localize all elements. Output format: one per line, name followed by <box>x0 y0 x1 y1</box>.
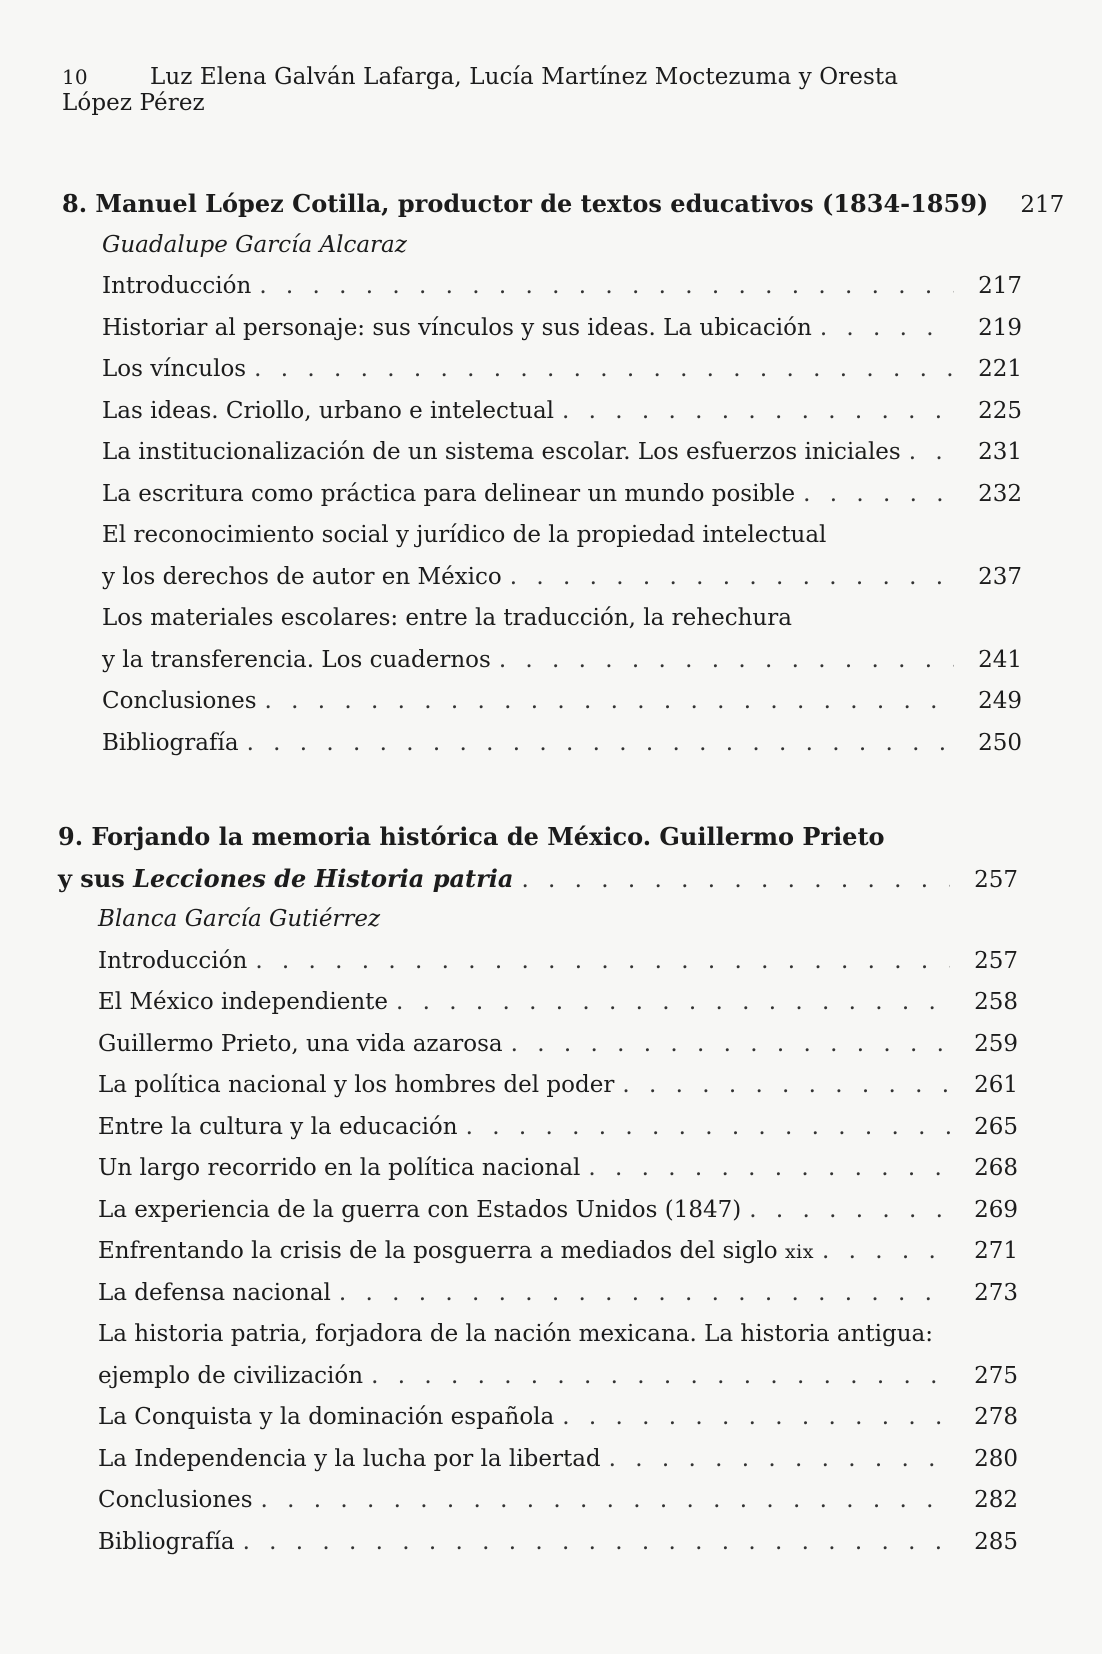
leader-dots <box>339 1273 950 1315</box>
page-ref: 259 <box>974 1030 1018 1057</box>
toc-entry-text: La Independencia y la lucha por la libertad <box>98 1445 601 1472</box>
toc-entry-text: La escritura como práctica para delinear un mundo posible <box>102 480 796 507</box>
century-small-caps: xix <box>784 1241 814 1263</box>
page-ref: 232 <box>978 480 1022 507</box>
toc-entry-text: La experiencia de la guerra con Estados Unidos (1847) <box>98 1196 742 1223</box>
toc-entry-text: Conclusiones <box>102 688 257 714</box>
toc-entry <box>62 349 1022 391</box>
toc-entry-text: Un largo recorrido en la política nacional <box>98 1155 581 1181</box>
chapter-author: Blanca García Gutiérrez <box>98 906 381 932</box>
toc-entry <box>62 474 1022 516</box>
toc-entry-text: Entre la cultura y la educación <box>98 1113 458 1140</box>
page-ref: 231 <box>978 439 1022 465</box>
page-ref: 258 <box>974 989 1018 1015</box>
leader-dots <box>909 432 954 474</box>
toc-entry-first-line <box>62 515 1022 557</box>
leader-dots <box>511 1024 950 1066</box>
leader-dots <box>243 1522 950 1564</box>
toc-entry <box>58 1356 1018 1398</box>
page-ref: 261 <box>974 1072 1018 1098</box>
page-ref: 219 <box>978 314 1022 341</box>
page-ref: 225 <box>978 397 1022 424</box>
leader-dots <box>562 391 954 433</box>
toc-entry <box>62 432 1022 474</box>
chapter-title-row <box>62 183 1065 225</box>
page-ref: 280 <box>974 1445 1018 1472</box>
leader-dots <box>265 681 954 723</box>
toc-entry-text: y los derechos de autor en México <box>102 563 502 590</box>
toc-entry <box>62 266 1022 308</box>
chapter-author: Guadalupe García Alcaraz <box>102 231 407 258</box>
leader-dots <box>371 1356 950 1398</box>
leader-dots <box>803 474 954 516</box>
toc-entry-text: La Conquista y la dominación española <box>98 1404 555 1430</box>
chapter-title-row <box>58 858 1018 900</box>
leader-dots <box>749 1190 950 1232</box>
leader-dots <box>466 1107 950 1149</box>
toc-entry-text: Introducción <box>98 947 248 974</box>
page-ref: 237 <box>978 563 1022 590</box>
chapter-author-row <box>62 225 1022 267</box>
chapter-8 <box>62 183 1065 764</box>
toc-entry-text: La política nacional y los hombres del poder <box>98 1072 615 1098</box>
toc-entry <box>58 1107 1018 1149</box>
toc-entry-text: Historiar al personaje: sus vínculos y sus ideas. La ubicación <box>102 314 812 341</box>
toc-entry-text: Introducción <box>102 273 252 299</box>
toc-entry-first-line <box>62 598 1022 640</box>
toc-entry-text: ejemplo de civilización <box>98 1362 364 1389</box>
page-ref: 217 <box>1020 192 1065 218</box>
toc-entry-text: La historia patria, forjadora de la nación mexicana. La historia antigua: <box>98 1321 933 1347</box>
toc-entry-text: Los materiales escolares: entre la traducción, la rehechura <box>102 605 792 631</box>
chapter-title-italic: Lecciones de Historia patria <box>133 863 514 893</box>
leader-dots <box>521 860 950 902</box>
page-ref: 257 <box>974 947 1018 974</box>
toc-entry <box>58 1273 1018 1315</box>
page-ref: 268 <box>974 1155 1018 1181</box>
page-ref: 241 <box>978 646 1022 673</box>
page-ref: 278 <box>974 1404 1018 1430</box>
toc-entry-text: Bibliografía <box>102 729 239 756</box>
page-ref: 249 <box>978 688 1022 714</box>
chapter-9 <box>58 816 1018 1563</box>
toc-entry <box>58 1480 1018 1522</box>
chapter-title-row <box>58 816 1018 858</box>
toc-entry <box>58 1148 1018 1190</box>
leader-dots <box>247 723 954 765</box>
leader-dots <box>622 1065 950 1107</box>
chapter-title: 9. Forjando la memoria histórica de México. Guillermo Prieto <box>58 822 885 851</box>
leader-dots <box>259 266 954 308</box>
leader-dots <box>588 1148 950 1190</box>
toc-entry <box>58 1439 1018 1481</box>
toc-entry-text: El reconocimiento social y jurídico de la propiedad intelectual <box>102 522 827 548</box>
leader-dots <box>510 557 954 599</box>
toc-entry-text: Los vínculos <box>102 356 247 382</box>
page-ref: 265 <box>974 1113 1018 1140</box>
toc-entry <box>62 723 1022 765</box>
page-ref: 217 <box>978 273 1022 299</box>
page-ref: 269 <box>974 1196 1018 1223</box>
page-ref: 257 <box>974 866 1018 893</box>
toc-entry <box>62 391 1022 433</box>
toc-entry-text: La institucionalización de un sistema escolar. Los esfuerzos iniciales <box>102 439 901 465</box>
toc-entry <box>62 557 1022 599</box>
running-head-authors: Luz Elena Galván Lafarga, Lucía Martínez Moctezuma y Oresta López Pérez <box>62 64 899 116</box>
page-ref: 250 <box>978 729 1022 756</box>
running-head <box>62 64 962 116</box>
toc-entry-text: Conclusiones <box>98 1487 253 1513</box>
chapter-title: y sus <box>58 863 125 893</box>
page-ref: 273 <box>974 1279 1018 1306</box>
page-number: 10 <box>62 65 88 89</box>
toc-entry <box>58 1024 1018 1066</box>
page-ref: 271 <box>974 1238 1018 1264</box>
toc-entry-text: El México independiente <box>98 989 388 1015</box>
leader-dots <box>254 349 954 391</box>
leader-dots <box>255 941 950 983</box>
toc-entry-text: Guillermo Prieto, una vida azarosa <box>98 1030 503 1057</box>
page-ref: 275 <box>974 1362 1018 1389</box>
leader-dots <box>820 308 954 350</box>
toc-entry <box>58 982 1018 1024</box>
leader-dots <box>499 640 954 682</box>
toc-entry <box>58 941 1018 983</box>
toc-entry <box>62 640 1022 682</box>
page-ref: 282 <box>974 1487 1018 1513</box>
toc-entry <box>58 1231 1018 1273</box>
leader-dots <box>562 1397 950 1439</box>
leader-dots <box>609 1439 950 1481</box>
chapter-author-row <box>58 899 1018 941</box>
page-ref: 221 <box>978 356 1022 382</box>
toc-entry <box>58 1190 1018 1232</box>
toc-entry <box>58 1065 1018 1107</box>
toc-entry <box>58 1522 1018 1564</box>
leader-dots <box>261 1480 950 1522</box>
chapter-title: 8. Manuel López Cotilla, productor de textos educativos (1834-1859) <box>62 189 989 218</box>
leader-dots <box>396 982 950 1024</box>
page-ref: 285 <box>974 1528 1018 1555</box>
toc-entry <box>62 681 1022 723</box>
toc-entry-first-line <box>58 1314 1018 1356</box>
toc-entry <box>58 1397 1018 1439</box>
toc-entry-text: La defensa nacional <box>98 1279 331 1306</box>
leader-dots <box>822 1231 950 1273</box>
toc-entry-text: Enfrentando la crisis de la posguerra a mediados del siglo <box>98 1238 778 1264</box>
toc-entry-text: y la transferencia. Los cuadernos <box>102 646 491 673</box>
toc-entry-text: Bibliografía <box>98 1528 235 1555</box>
toc-entry-text: Las ideas. Criollo, urbano e intelectual <box>102 397 555 424</box>
toc-entry <box>62 308 1022 350</box>
